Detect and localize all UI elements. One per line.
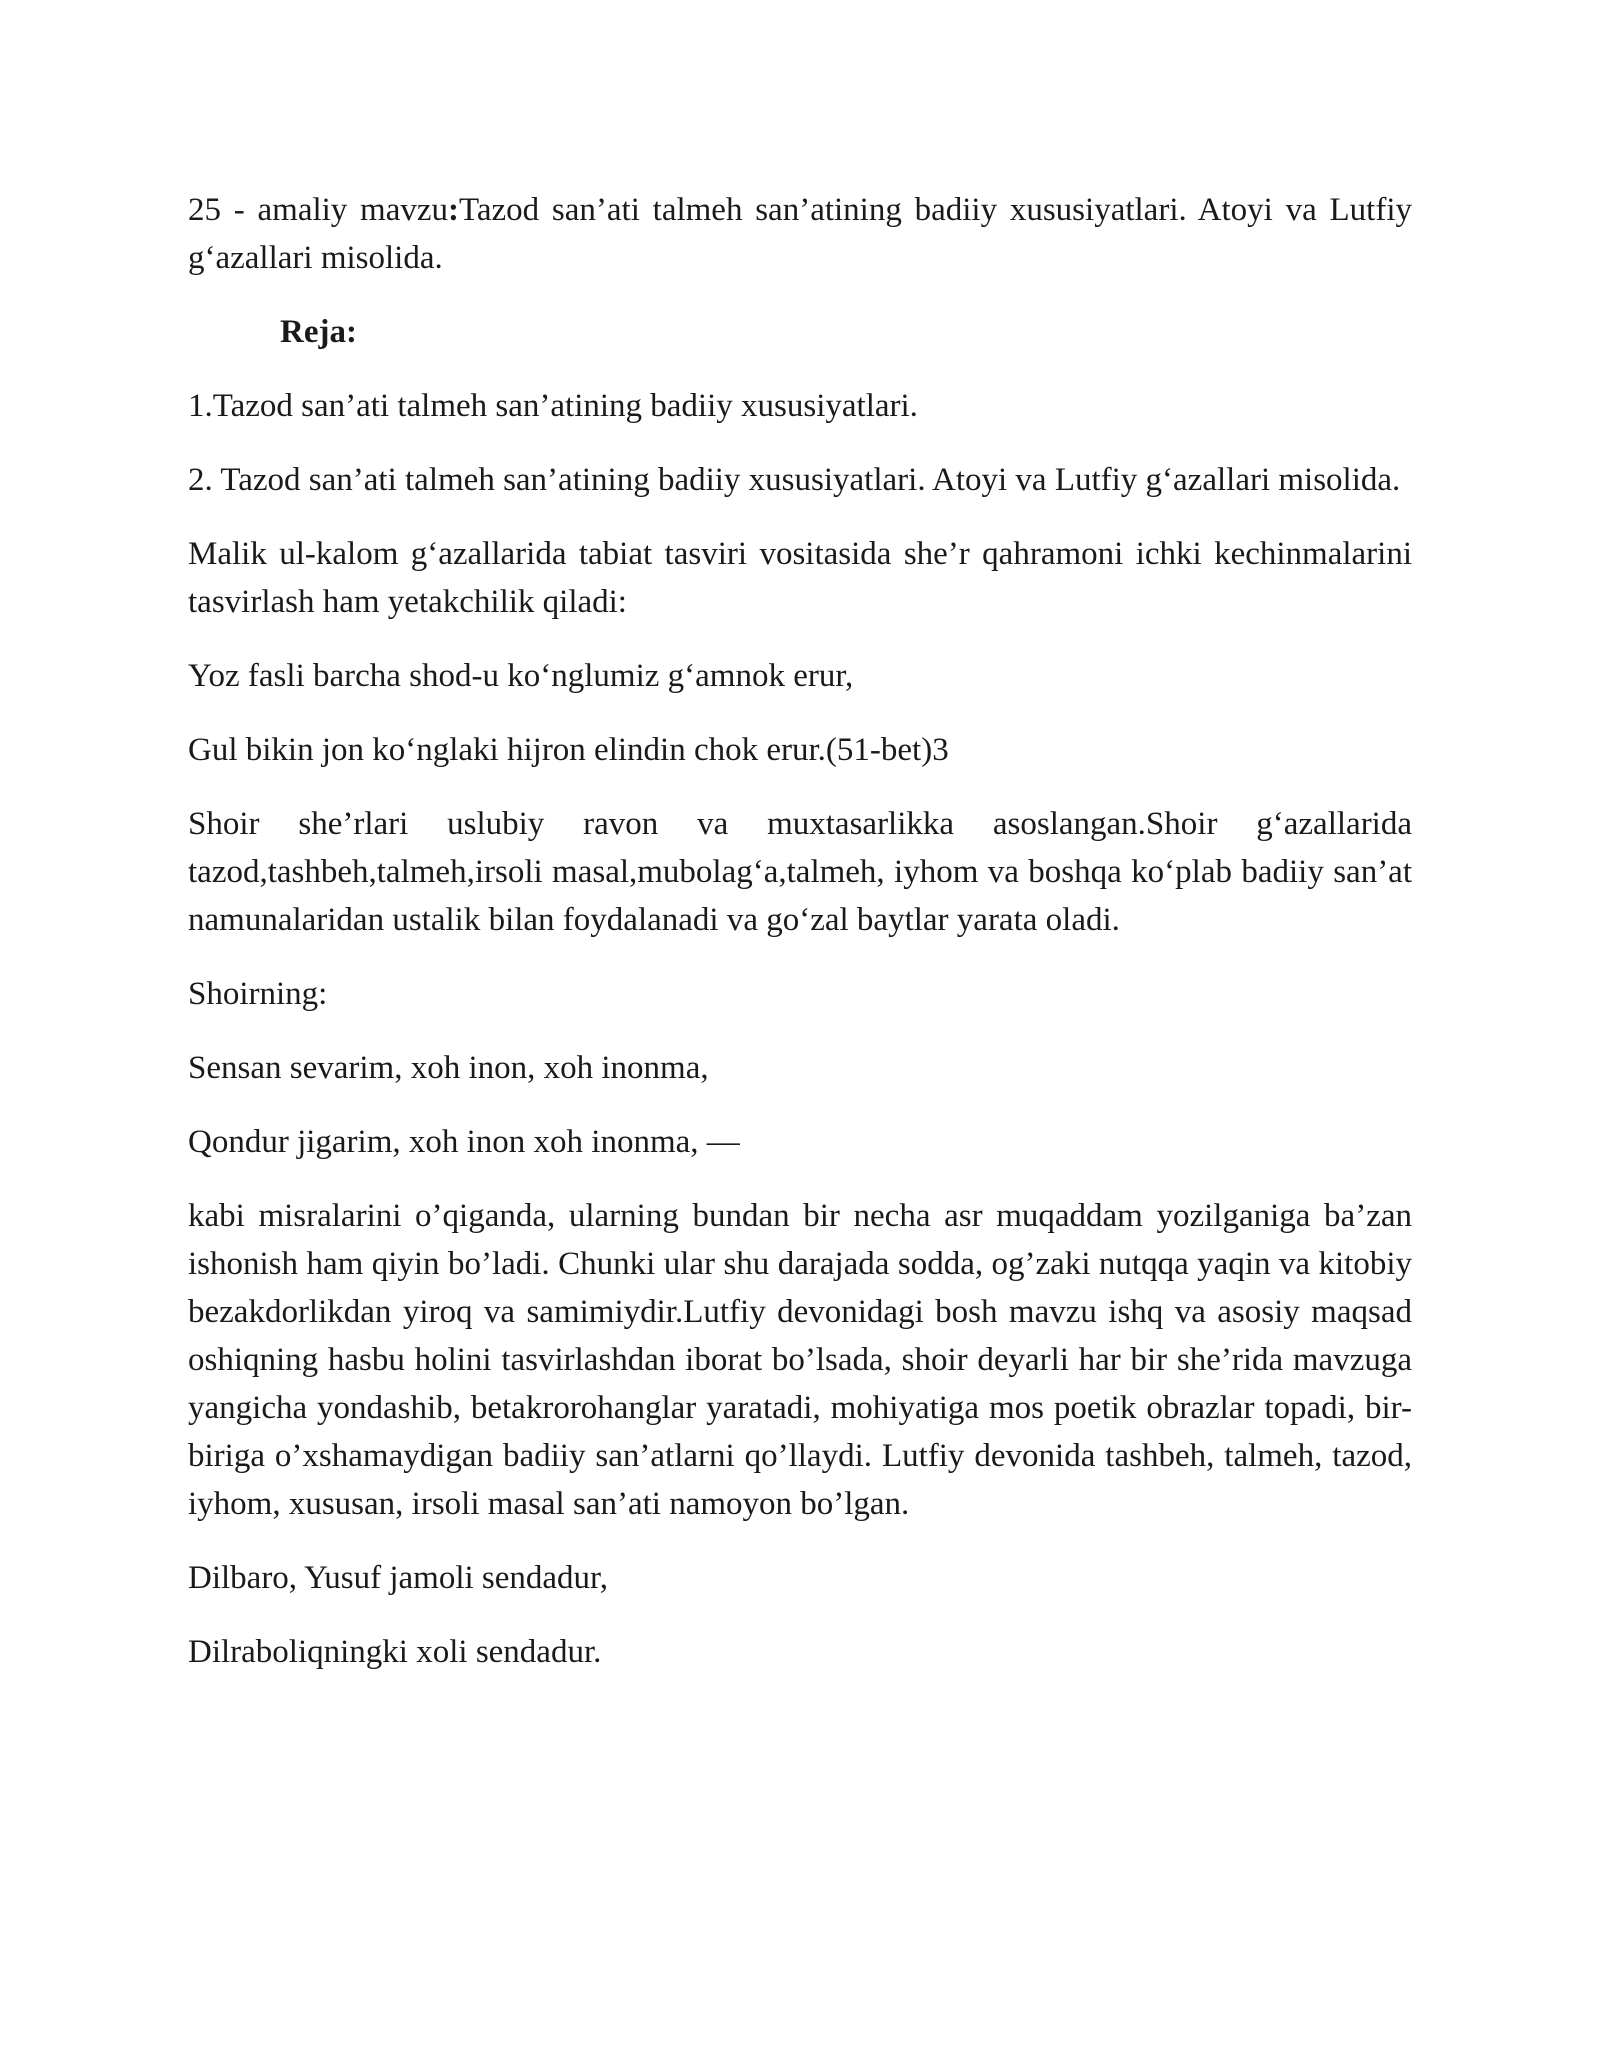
title-prefix: 25 - amaliy mavzu — [188, 192, 449, 228]
shoirning-label: Shoirning: — [188, 976, 328, 1012]
verse-1-line-1: Yoz fasli barcha shod-u ko‘nglumiz g‘amnok erur, — [188, 658, 854, 694]
plan-item-2: 2. Tazod san’ati talmeh san’atining badiiy xususiyatlari. Atoyi va Lutfiy g‘azallari misolida. — [188, 462, 1401, 498]
paragraph-intro: Malik ul-kalom g‘azallarida tabiat tasviri vositasida she’r qahramoni ichki kechinmalarini tasvirlash ham yetakchilik qiladi: — [188, 536, 1412, 620]
verse-1-line-2: Gul bikin jon ko‘nglaki hijron elindin chok erur.(51-bet)3 — [188, 732, 949, 768]
plan-item-1: 1.Tazod san’ati talmeh san’atining badiiy xususiyatlari. — [188, 388, 918, 424]
verse-2-line-1: Sensan sevarim, xoh inon, xoh inonma, — [188, 1050, 709, 1086]
title-text: Tazod san’ati talmeh san’atining badiiy xususiyatlari. Atoyi va Lutfiy g‘azallari misolida. — [188, 192, 1412, 276]
document-page — [188, 186, 1412, 1702]
title-colon: : — [448, 192, 460, 228]
paragraph-style: Shoir she’rlari uslubiy ravon va muxtasarlikka asoslangan.Shoir g‘azallarida tazod,tashbeh,talmeh,irsoli masal,mubolag‘a,talmeh, iyhom va boshqa ko‘plab badiiy san’at namunalaridan ustalik bilan foydalanadi va go‘zal baytlar yarata oladi. — [188, 806, 1412, 938]
verse-3-line-2: Dilraboliqningki xoli sendadur. — [188, 1634, 602, 1670]
paragraph-analysis: kabi misralarini o’qiganda, ularning bundan bir necha asr muqaddam yozilganiga ba’zan ishonish ham qiyin bo’ladi. Chunki ular shu darajada sodda, og’zaki nutqqa yaqin va kitobiy bezakdorlikdan yiroq va samimiydir.Lutfiy devonidagi bosh mavzu ishq va asosiy maqsad oshiqning hasbu holini tasvirlashdan iborat bo’lsada, shoir deyarli har bir she’rida mavzuga yangicha yondashib, betakrorohanglar yaratadi, mohiyatiga mos poetik obrazlar topadi, bir-biriga o’xshamaydigan badiiy san’atlarni qo’llaydi. Lutfiy devonida tashbeh, talmeh, tazod, iyhom, xususan, irsoli masal san’ati namoyon bo’lgan. — [188, 1198, 1412, 1522]
plan-heading: Reja: — [280, 314, 357, 350]
document-title — [188, 186, 1412, 282]
verse-3-line-1: Dilbaro, Yusuf jamoli sendadur, — [188, 1560, 608, 1596]
verse-2-line-2: Qondur jigarim, xoh inon xoh inonma, — — [188, 1124, 740, 1160]
